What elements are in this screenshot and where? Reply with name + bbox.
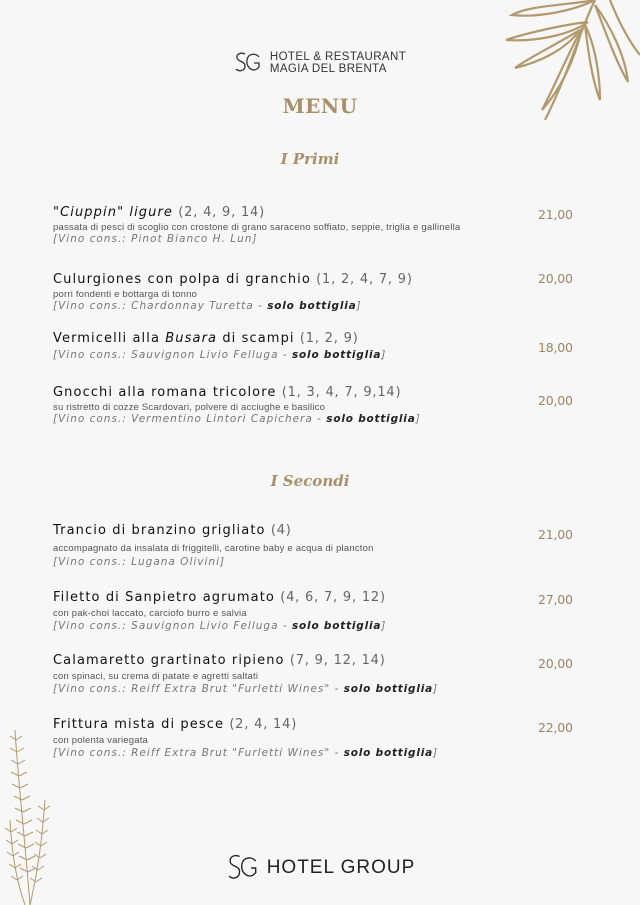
menu-item [53, 272, 473, 313]
wine-note: solo bottiglia [291, 349, 382, 361]
item-description: con pak-choi laccato, carciofo burro e salvia [53, 608, 247, 619]
item-allergens: (1, 2, 4, 7, 9) [316, 272, 413, 287]
item-price: 27,00 [538, 592, 573, 607]
menu-item [53, 717, 473, 760]
item-price: 20,00 [538, 271, 573, 286]
item-description: passata di pesci di scoglio con crostone di grano saraceno soffiato, seppie, triglia e gallinella [53, 222, 461, 233]
item-allergens: (1, 3, 4, 7, 9,14) [281, 385, 402, 400]
item-allergens: (4, 6, 7, 9, 12) [280, 590, 386, 605]
item-description: con polenta variegata [53, 735, 149, 746]
wine-note: solo bottiglia [326, 413, 416, 425]
menu-item [53, 590, 473, 633]
item-wine: [Vino cons.: Sauvignon Livio Felluga - solo bottiglia] [53, 620, 387, 632]
brand-line-2: MAGIA DEL BRENTA [269, 63, 387, 75]
item-price: 21,00 [538, 527, 573, 542]
wine-note: solo bottiglia [267, 300, 357, 312]
footer-brand: HOTEL GROUP [266, 857, 416, 878]
item-wine: [Vino cons.: Vermentino Lintori Capichera - solo bottiglia] [53, 413, 421, 425]
item-description: con spinaci, su crema di patate e agretti saltati [53, 671, 259, 682]
item-name: Frittura mista di pesce (2, 4, 14) [53, 717, 298, 732]
brand-line-1: HOTEL & RESTAURANT [269, 51, 407, 63]
sg-monogram-icon [225, 853, 261, 883]
menu-item [53, 653, 473, 696]
section-title-primi: I Primi [280, 150, 340, 168]
item-wine: [Vino cons.: Reiff Extra Brut "Furletti Wines" - solo bottiglia] [53, 683, 439, 695]
wine-note: solo bottiglia [291, 620, 382, 632]
item-name: Trancio di branzino grigliato (4) [53, 523, 292, 538]
item-name: Filetto di Sanpietro agrumato (4, 6, 7, 9, 12) [53, 590, 386, 605]
item-price: 20,00 [538, 656, 573, 671]
item-name: Culurgiones con polpa di granchio (1, 2, 4, 7, 9) [53, 272, 413, 287]
sg-monogram-icon [234, 50, 262, 76]
menu-item [53, 331, 473, 362]
item-allergens: (1, 2, 9) [299, 331, 359, 346]
menu-item [53, 523, 473, 569]
item-name: Vermicelli alla Busara di scampi (1, 2, 9) [53, 331, 359, 346]
item-wine: [Vino cons.: Lugana Olivini] [53, 556, 226, 568]
menu-item [53, 385, 473, 426]
item-allergens: (4) [270, 523, 292, 538]
header [0, 50, 640, 76]
item-allergens: (2, 4, 9, 14) [178, 205, 265, 220]
item-description: accompagnato da insalata di friggitelli, carotine baby e acqua di plancton [53, 543, 374, 554]
page-title: MENU [282, 94, 358, 118]
item-name: Gnocchi alla romana tricolore (1, 3, 4, 7, 9,14) [53, 385, 402, 400]
section-title-secondi: I Secondi [270, 472, 350, 490]
menu-item [53, 205, 473, 246]
item-wine: [Vino cons.: Pinot Bianco H. Lun] [53, 233, 258, 245]
brand-name [270, 51, 406, 75]
item-allergens: (7, 9, 12, 14) [289, 653, 386, 668]
item-allergens: (2, 4, 14) [229, 717, 298, 732]
footer [0, 853, 640, 883]
item-wine: [Vino cons.: Sauvignon Livio Felluga - solo bottiglia] [53, 349, 387, 361]
item-description: porri fondenti e bottarga di tonno [53, 289, 198, 300]
item-price: 18,00 [538, 340, 573, 355]
item-price: 22,00 [538, 720, 573, 735]
wine-note: solo bottiglia [343, 747, 434, 759]
item-wine: [Vino cons.: Chardonnay Turetta - solo bottiglia] [53, 300, 362, 312]
item-wine: [Vino cons.: Reiff Extra Brut "Furletti Wines" - solo bottiglia] [53, 747, 439, 759]
wine-note: solo bottiglia [343, 683, 434, 695]
item-name: "Ciuppin" ligure (2, 4, 9, 14) [53, 205, 265, 220]
item-price: 20,00 [538, 393, 573, 408]
item-name: Calamaretto grartinato ripieno (7, 9, 12, 14) [53, 653, 386, 668]
item-description: su ristretto di cozze Scardovari, polvere di acciughe e basilico [53, 402, 326, 413]
item-price: 21,00 [538, 207, 573, 222]
